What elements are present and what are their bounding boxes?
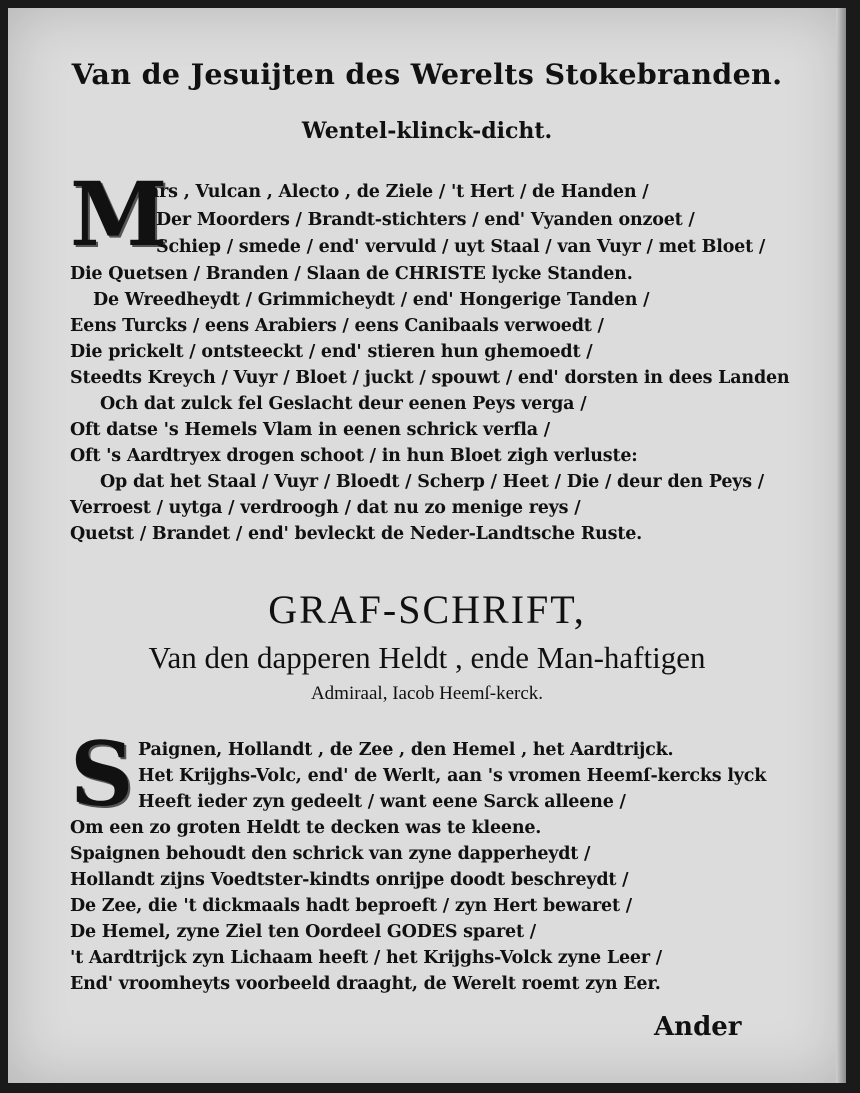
poem-line: Om een zo groten Heldt te decken was te kleene. [70, 818, 542, 838]
poem-line: Der Moorders / Brandt-stichters / end' Vyanden onzoet / [156, 210, 695, 230]
poem-line: Heeft ieder zyn gedeelt / want eene Sarck alleene / [138, 792, 626, 812]
poem-line: De Hemel, zyne Ziel ten Oordeel GODES sparet / [70, 922, 536, 942]
drop-cap-initial: M [70, 162, 168, 266]
catchword: Ander [654, 1012, 742, 1042]
epitaph-title: GRAF-SCHRIFT, [268, 587, 586, 632]
poem-line: Och dat zulck fel Geslacht deur eenen Peys verga / [100, 394, 587, 414]
poem-line: Op dat het Staal / Vuyr / Bloedt / Scherp / Heet / Die / deur den Peys / [100, 472, 764, 492]
poem-line: Eens Turcks / eens Arabiers / eens Canibaals verwoedt / [70, 316, 604, 336]
poem-line: Schiep / smede / end' vervuld / uyt Staal / van Vuyr / met Bloet / [156, 237, 766, 257]
poem-line: End' vroomheyts voorbeeld draaght, de Werelt roemt zyn Eer. [70, 974, 661, 994]
poem-line: Quetst / Brandet / end' bevleckt de Neder-Landtsche Ruste. [70, 524, 643, 544]
poem-line: 't Aardtrijck zyn Lichaam heeft / het Krijghs-Volck zyne Leer / [70, 948, 662, 968]
poem-line: Steedts Kreych / Vuyr / Bloet / juckt / spouwt / end' dorsten in dees Landen [70, 368, 790, 388]
poem-line: Oft 's Aardtryex drogen schoot / in hun Bloet zigh verluste: [70, 446, 638, 466]
poem-line: ars , Vulcan , Alecto , de Ziele / 't Hert / de Handen / [148, 182, 649, 202]
epitaph-dedicatee: Admiraal, Iacob Heemſ-kerck. [310, 683, 544, 704]
poem-line: Die Quetsen / Branden / Slaan de CHRISTE lycke Standen. [70, 264, 633, 284]
poem-line: De Zee, die 't dickmaals hadt beproeft / zyn Hert bewaret / [70, 896, 632, 916]
poem-line: Het Krijghs-Volc, end' de Werlt, aan 's vromen Heemſ-kercks lyck [138, 766, 767, 786]
poem-line: Paignen, Hollandt , de Zee , den Hemel , het Aardtrijck. [138, 740, 674, 760]
poem-line: Hollandt zijns Voedtster-kindts onrijpe doodt beschreydt / [70, 870, 629, 890]
epitaph-subtitle: Van den dapperen Heldt , ende Man-haftigen [148, 640, 706, 675]
poem-line: Verroest / uytga / verdroogh / dat nu zo menige reys / [70, 498, 581, 518]
book-page [8, 8, 846, 1083]
drop-cap-initial: S [70, 722, 134, 826]
poem-line: Die prickelt / ontsteeckt / end' stieren hun ghemoedt / [70, 342, 593, 362]
page-title: Van de Jesuijten des Werelts Stokebranden. [71, 58, 783, 91]
poem-line: Oft datse 's Hemels Vlam in eenen schrick verfla / [70, 420, 550, 440]
poem-line: Spaignen behoudt den schrick van zyne dapperheydt / [70, 844, 591, 864]
page-edge [836, 8, 846, 1083]
page-subtitle: Wentel-klinck-dicht. [301, 118, 553, 144]
poem-line: De Wreedheydt / Grimmicheydt / end' Hongerige Tanden / [93, 290, 650, 310]
